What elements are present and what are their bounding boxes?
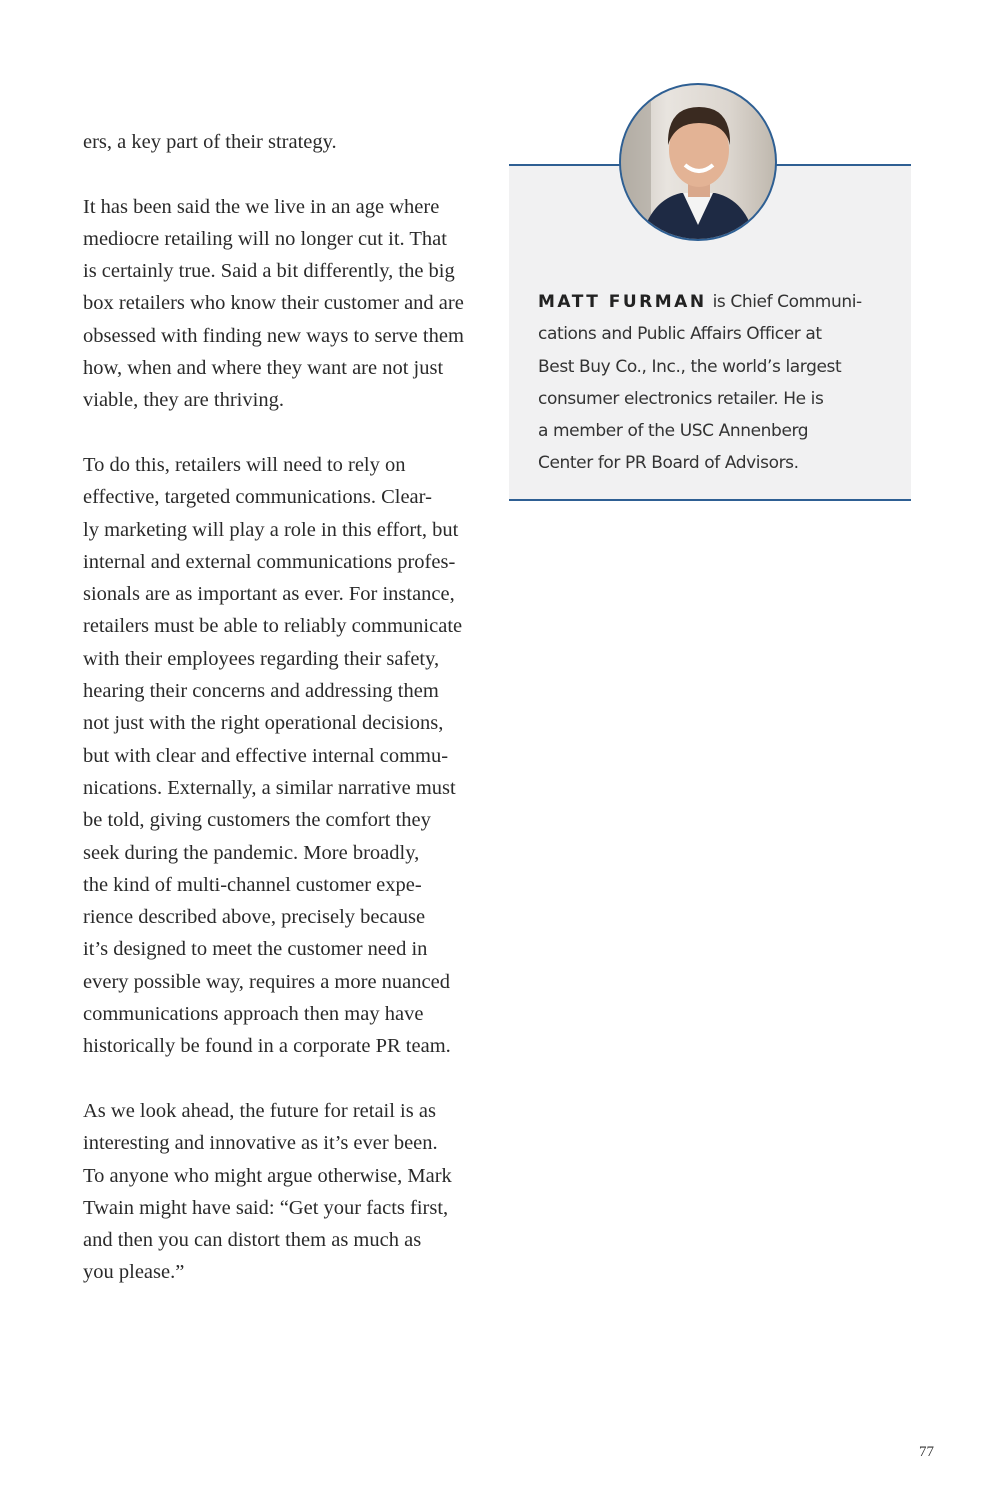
text-line: internal and external communications profes-	[83, 550, 456, 573]
bio-line: Best Buy Co., Inc., the world’s largest	[538, 356, 842, 377]
text-line: and then you can distort them as much as	[83, 1229, 422, 1252]
text-line: how, when and where they want are not just	[83, 357, 444, 380]
text-line: nications. Externally, a similar narrative must	[83, 776, 456, 799]
text-line: interesting and innovative as it’s ever been.	[83, 1132, 438, 1155]
text-line: It has been said the we live in an age where	[83, 195, 440, 218]
article-body	[83, 126, 503, 1321]
text-line: box retailers who know their customer and are	[83, 292, 464, 315]
text-line: historically be found in a corporate PR team.	[83, 1035, 451, 1058]
author-bio	[538, 286, 898, 480]
text-line: with their employees regarding their safety,	[83, 647, 440, 670]
text-line: ers, a key part of their strategy.	[83, 131, 337, 153]
text-line: not just with the right operational decisions,	[83, 712, 444, 735]
bio-line: cations and Public Affairs Officer at	[538, 324, 822, 345]
text-line: seek during the pandemic. More broadly,	[83, 841, 420, 864]
bio-line: Center for PR Board of Advisors.	[538, 453, 799, 474]
text-line: the kind of multi-channel customer expe-	[83, 873, 422, 896]
text-line: but with clear and effective internal commu-	[83, 744, 449, 767]
bio-line: a member of the USC Annenberg	[538, 421, 809, 442]
text-line: is certainly true. Said a bit differently, the big	[83, 260, 455, 283]
paragraph	[83, 1095, 503, 1289]
text-line: every possible way, requires a more nuanced	[83, 970, 450, 993]
bio-line: is Chief Communi-	[712, 292, 862, 312]
text-line: communications approach then may have	[83, 1003, 424, 1026]
text-line: effective, targeted communications. Clear-	[83, 486, 432, 509]
text-line: To do this, retailers will need to rely on	[83, 453, 406, 476]
text-line: mediocre retailing will no longer cut it. That	[83, 227, 447, 250]
author-name: MATT FURMAN	[538, 292, 707, 312]
paragraph	[83, 449, 503, 1063]
text-line: you please.”	[83, 1261, 185, 1284]
text-line: sionals are as important as ever. For instance,	[83, 583, 455, 606]
bio-line: consumer electronics retailer. He is	[538, 388, 824, 409]
text-line: obsessed with finding new ways to serve them	[83, 324, 464, 347]
text-line: it’s designed to meet the customer need in	[83, 938, 428, 961]
text-line: be told, giving customers the comfort they	[83, 809, 431, 832]
text-line: hearing their concerns and addressing them	[83, 680, 439, 703]
text-line: retailers must be able to reliably communicate	[83, 615, 463, 638]
text-line: As we look ahead, the future for retail is as	[83, 1099, 436, 1122]
text-line: To anyone who might argue otherwise, Mark	[83, 1164, 452, 1187]
paragraph	[83, 191, 503, 417]
text-line: Twain might have said: “Get your facts first,	[83, 1196, 449, 1219]
page-number: 77	[919, 1444, 934, 1460]
text-line: ly marketing will play a role in this effort, but	[83, 518, 459, 541]
paragraph	[83, 126, 503, 158]
text-line: viable, they are thriving.	[83, 389, 284, 412]
text-line: rience described above, precisely because	[83, 906, 426, 929]
author-photo	[619, 83, 777, 241]
